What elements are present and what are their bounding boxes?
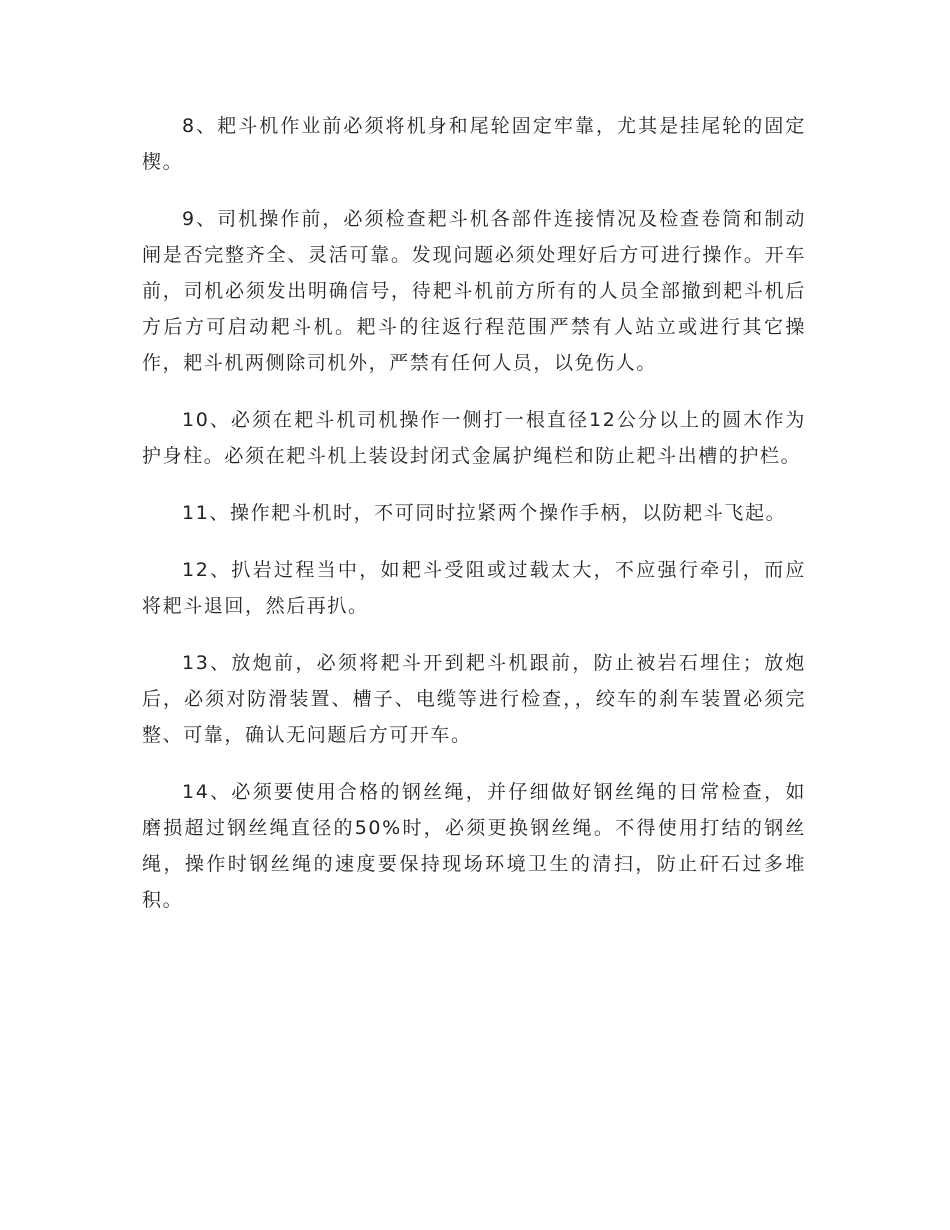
document-body (142, 108, 806, 939)
paragraph-item-14: 14、必须要使用合格的钢丝绳，并仔细做好钢丝绳的日常检查，如磨损超过钢丝绳直径的50%时，必须更换钢丝绳。不得使用打结的钢丝绳，操作时钢丝绳的速度要保持现场环境卫生的清扫，防止矸石过多堆积。 (142, 781, 806, 911)
paragraph-item-11: 11、操作耙斗机时，不可同时拉紧两个操作手柄，以防耙斗飞起。 (182, 502, 787, 524)
paragraph-item-10: 10、必须在耙斗机司机操作一侧打一根直径12公分以上的圆木作为护身柱。必须在耙斗机上装设封闭式金属护绳栏和防止耙斗出槽的护栏。 (142, 409, 806, 467)
paragraph-item-8: 8、耙斗机作业前必须将机身和尾轮固定牢靠，尤其是挂尾轮的固定楔。 (142, 115, 806, 173)
paragraph-item-12: 12、扒岩过程当中，如耙斗受阻或过载太大，不应强行牵引，而应将耙斗退回，然后再扒。 (142, 559, 806, 617)
paragraph-item-13: 13、放炮前，必须将耙斗开到耙斗机跟前，防止被岩石埋住；放炮后，必须对防滑装置、槽子、电缆等进行检查，，绞车的刹车装置必须完整、可靠，确认无问题后方可开车。 (142, 652, 806, 746)
paragraph-item-9: 9、司机操作前，必须检查耙斗机各部件连接情况及检查卷筒和制动闸是否完整齐全、灵活可靠。发现问题必须处理好后方可进行操作。开车前，司机必须发出明确信号，待耙斗机前方所有的人员全部撤到耙斗机后方后方可启动耙斗机。耙斗的往返行程范围严禁有人站立或进行其它操作，耙斗机两侧除司机外，严禁有任何人员，以免伤人。 (142, 208, 806, 374)
